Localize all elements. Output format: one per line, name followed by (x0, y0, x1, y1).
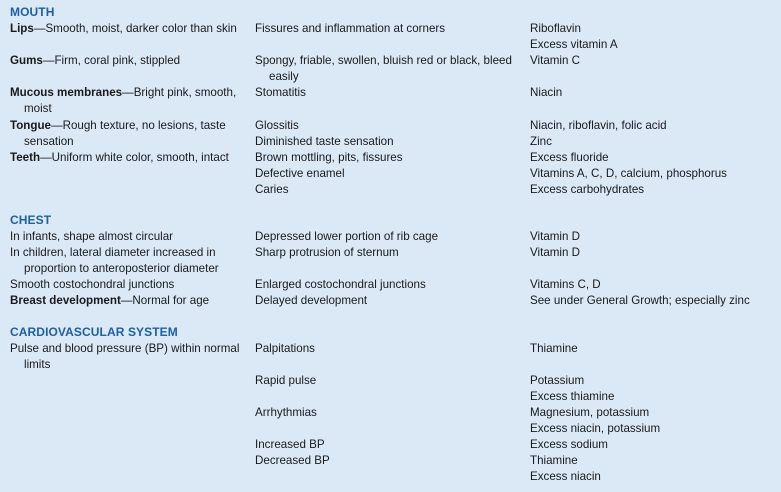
deficiency-text: Arrhythmias (255, 406, 317, 419)
normal-finding-cell (10, 341, 245, 373)
finding-text: —Normal for age (120, 294, 210, 307)
deficiency-text: Depressed lower portion of rib cage (255, 230, 439, 243)
nutrient-text: Vitamins C, D (530, 278, 601, 291)
deficiency-cell (255, 53, 517, 85)
nutrient-cell (530, 245, 775, 261)
deficiency-cell (255, 85, 517, 101)
finding-text: Pulse and blood pressure (BP) within normal (10, 342, 240, 355)
section-heading: MOUTH (10, 5, 55, 19)
normal-finding-cell (10, 85, 245, 117)
deficiency-cell (255, 277, 517, 293)
deficiency-text: Delayed development (255, 294, 368, 307)
deficiency-text: easily (269, 70, 299, 83)
nutrient-cell (530, 373, 775, 405)
nutrient-text: Vitamin D (530, 246, 581, 259)
deficiency-text: Sharp protrusion of sternum (255, 246, 399, 259)
finding-term: Gums (10, 54, 43, 67)
deficiency-text: Stomatitis (255, 86, 306, 99)
finding-text: sensation (24, 135, 74, 148)
nutrient-text: Potassium (530, 374, 585, 387)
deficiency-text: Palpitations (255, 342, 315, 355)
deficiency-text: Diminished taste sensation (255, 135, 394, 148)
nutrient-text: Excess fluoride (530, 151, 609, 164)
nutrient-text: Excess sodium (530, 438, 608, 451)
nutrient-text: Riboflavin (530, 22, 581, 35)
deficiency-text: Decreased BP (255, 454, 330, 467)
deficiency-text: Enlarged costochondral junctions (255, 278, 426, 291)
deficiency-text: Increased BP (255, 438, 325, 451)
normal-finding-cell (10, 245, 245, 277)
nutrient-text: Vitamins A, C, D, calcium, phosphorus (530, 167, 727, 180)
nutrient-text: Magnesium, potassium (530, 406, 650, 419)
finding-text: In infants, shape almost circular (10, 230, 174, 243)
nutrient-text: Thiamine (530, 342, 578, 355)
nutrient-text: Vitamin C (530, 54, 581, 67)
normal-finding-cell (10, 293, 245, 309)
nutrient-cell (530, 85, 775, 101)
finding-text: moist (24, 102, 52, 115)
normal-finding-cell (10, 118, 245, 150)
normal-finding-cell (10, 150, 245, 166)
nutrient-text: Niacin (530, 86, 563, 99)
nutrient-text: Excess carbohydrates (530, 183, 645, 196)
normal-finding-cell (10, 277, 245, 293)
nutrient-cell (530, 150, 775, 198)
finding-text: —Firm, coral pink, stippled (42, 54, 181, 67)
nutrient-text: Excess thiamine (530, 390, 615, 403)
finding-term: Breast development (10, 294, 121, 307)
deficiency-text: Rapid pulse (255, 374, 317, 387)
deficiency-cell (255, 118, 517, 150)
finding-text: In children, lateral diameter increased in (10, 246, 216, 259)
finding-term: Tongue (10, 119, 51, 132)
deficiency-cell (255, 245, 517, 261)
nutrient-cell (530, 229, 775, 245)
deficiency-text: Caries (255, 183, 289, 196)
nutrient-text: Vitamin D (530, 230, 581, 243)
deficiency-cell (255, 229, 517, 245)
deficiency-text: Spongy, friable, swollen, bluish red or black, bleed (255, 54, 512, 67)
deficiency-text: Defective enamel (255, 167, 345, 180)
nutrient-text: Excess niacin (530, 470, 601, 483)
deficiency-cell (255, 341, 517, 357)
nutrient-cell (530, 293, 775, 309)
nutrient-text: Thiamine (530, 454, 578, 467)
finding-text: —Bright pink, smooth, (122, 86, 237, 99)
deficiency-text: Glossitis (255, 119, 299, 132)
section-heading: CARDIOVASCULAR SYSTEM (10, 325, 178, 339)
nutrient-cell (530, 118, 775, 150)
nutrient-text: See under General Growth; especially zinc (530, 294, 750, 307)
nutrient-text: Niacin, riboflavin, folic acid (530, 119, 667, 132)
normal-finding-cell (10, 21, 245, 37)
nutrient-cell (530, 21, 775, 53)
nutrient-cell (530, 53, 775, 69)
finding-text: Smooth costochondral junctions (10, 278, 175, 291)
deficiency-cell (255, 405, 517, 421)
finding-text: limits (24, 358, 51, 371)
deficiency-text: Brown mottling, pits, fissures (255, 151, 403, 164)
deficiency-text: Fissures and inflammation at corners (255, 22, 446, 35)
nutrient-text: Excess niacin, potassium (530, 422, 661, 435)
finding-term: Teeth (10, 151, 41, 164)
deficiency-cell (255, 373, 517, 389)
nutrient-cell (530, 341, 775, 357)
section-heading: CHEST (10, 213, 52, 227)
nutrient-cell (530, 277, 775, 293)
finding-text: proportion to anteroposterior diameter (24, 262, 219, 275)
nutrient-cell (530, 405, 775, 437)
finding-term: Lips (10, 22, 34, 35)
deficiency-cell (255, 437, 517, 469)
finding-term: Mucous membranes (10, 86, 123, 99)
deficiency-cell (255, 21, 517, 37)
nutrient-text: Zinc (530, 135, 552, 148)
finding-text: —Smooth, moist, darker color than skin (33, 22, 237, 35)
finding-text: —Uniform white color, smooth, intact (40, 151, 229, 164)
nutrient-cell (530, 437, 775, 485)
finding-text: —Rough texture, no lesions, taste (51, 119, 226, 132)
nutrient-text: Excess vitamin A (530, 38, 618, 51)
deficiency-cell (255, 293, 517, 309)
normal-finding-cell (10, 229, 245, 245)
normal-finding-cell (10, 53, 245, 69)
deficiency-cell (255, 150, 517, 198)
